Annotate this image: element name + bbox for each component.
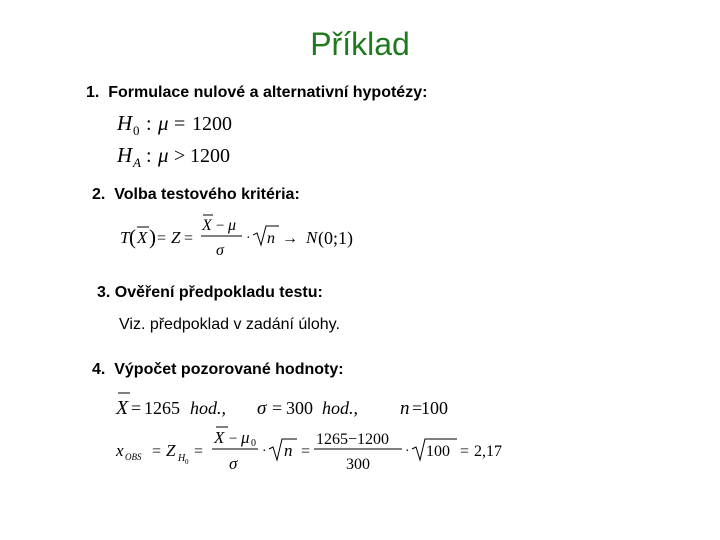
obs-num-X: X bbox=[214, 428, 225, 447]
obs-result: 2,17 bbox=[474, 443, 502, 460]
crit-den-sigma: σ bbox=[216, 242, 224, 259]
obs-eq2: = bbox=[194, 443, 204, 460]
given-X: X bbox=[116, 397, 129, 419]
obs-eq1: = bbox=[152, 443, 162, 460]
step-4-number: 4. bbox=[92, 361, 106, 378]
given-sigma-value: 300 bbox=[286, 398, 313, 418]
crit-sqrt-n: n bbox=[267, 230, 275, 247]
obs-Z: Z bbox=[166, 441, 176, 460]
step-1-number: 1. bbox=[86, 84, 100, 101]
h0-sub: 0 bbox=[133, 123, 140, 138]
given-sigma: σ bbox=[257, 398, 267, 419]
given-eq1: = bbox=[131, 398, 142, 418]
step-3 bbox=[97, 284, 323, 302]
obs-x: x bbox=[116, 441, 124, 460]
h0-formula bbox=[116, 111, 232, 138]
obs-num-mu-sub: 0 bbox=[251, 438, 256, 449]
h0-mu: μ bbox=[158, 111, 169, 135]
step-1 bbox=[86, 84, 427, 102]
crit-dot: · bbox=[246, 231, 251, 246]
crit-arrow: → bbox=[282, 230, 298, 247]
obs-Z-subsub: 0 bbox=[185, 458, 189, 466]
crit-X: X bbox=[137, 228, 148, 247]
step-3-number: 3. bbox=[97, 284, 111, 301]
obs-sqrt-n: n bbox=[284, 441, 293, 460]
obs-Z-sub: H bbox=[178, 453, 186, 464]
obs-num-minus: − bbox=[229, 431, 238, 447]
crit-num-mu: μ bbox=[228, 217, 237, 234]
given-sigma-unit: hod., bbox=[322, 398, 358, 418]
given-x-unit: hod., bbox=[190, 398, 226, 418]
criterion-formula bbox=[116, 214, 356, 262]
ha-sub: A bbox=[133, 155, 141, 170]
step-1-label: Formulace nulové a alternativní hypotézy: bbox=[108, 84, 428, 101]
obs-x-sub: OBS bbox=[125, 452, 142, 462]
given-x-value: 1265 bbox=[144, 398, 180, 418]
step-4 bbox=[92, 361, 344, 379]
ha-sep: : bbox=[146, 145, 152, 167]
crit-params: (0;1) bbox=[318, 228, 353, 248]
svg-text:·: · bbox=[405, 444, 410, 459]
page-title: Příklad bbox=[310, 26, 410, 62]
obs-den-sigma: σ bbox=[229, 454, 238, 473]
step-2-number: 2. bbox=[92, 186, 106, 203]
observed-value-formula bbox=[112, 424, 512, 478]
crit-num-minus: − bbox=[216, 218, 225, 234]
step-2-label: Volba testového kritéria: bbox=[114, 186, 300, 203]
obs-sqrt-sign1 bbox=[269, 439, 297, 460]
obs-sqrt2: 100 bbox=[426, 443, 450, 460]
h0-sep: : bbox=[146, 113, 152, 135]
ha-mu: μ bbox=[158, 143, 169, 167]
crit-eq2: = bbox=[184, 230, 194, 247]
crit-N: N bbox=[306, 228, 318, 247]
obs-num-mu: μ bbox=[241, 428, 250, 447]
crit-T: T bbox=[120, 228, 130, 247]
h0-rel: = bbox=[174, 113, 186, 135]
svg-text:=: = bbox=[460, 443, 470, 460]
step-3-label: Ověření předpokladu testu: bbox=[114, 284, 323, 301]
obs-num2: 1265−1200 bbox=[316, 431, 390, 448]
given-eq2: = bbox=[272, 398, 283, 418]
crit-num-X: X bbox=[202, 217, 212, 234]
svg-text:·: · bbox=[262, 444, 267, 459]
obs-den2: 300 bbox=[346, 456, 370, 473]
h0-symbol: H bbox=[117, 111, 133, 135]
h0-value: 1200 bbox=[192, 113, 232, 135]
ha-value: 1200 bbox=[190, 145, 230, 167]
crit-rparen: ) bbox=[149, 225, 156, 249]
ha-rel: > bbox=[174, 145, 186, 167]
crit-sqrt-sign bbox=[253, 226, 279, 245]
svg-text:=: = bbox=[301, 443, 311, 460]
crit-Z: Z bbox=[171, 228, 181, 247]
given-values-formula bbox=[110, 388, 470, 422]
step-4-label: Výpočet pozorované hodnoty: bbox=[114, 361, 344, 378]
step-2 bbox=[92, 186, 300, 204]
step-3-note: Viz. předpoklad v zadání úlohy. bbox=[119, 316, 340, 333]
ha-formula bbox=[116, 143, 230, 170]
crit-eq1: = bbox=[157, 230, 167, 247]
given-n: n bbox=[400, 398, 410, 419]
given-eq3: = bbox=[412, 398, 423, 418]
crit-lparen: ( bbox=[129, 225, 136, 249]
hypotheses-formula bbox=[112, 108, 272, 172]
given-n-value: 100 bbox=[421, 398, 448, 418]
ha-symbol: H bbox=[117, 143, 133, 167]
